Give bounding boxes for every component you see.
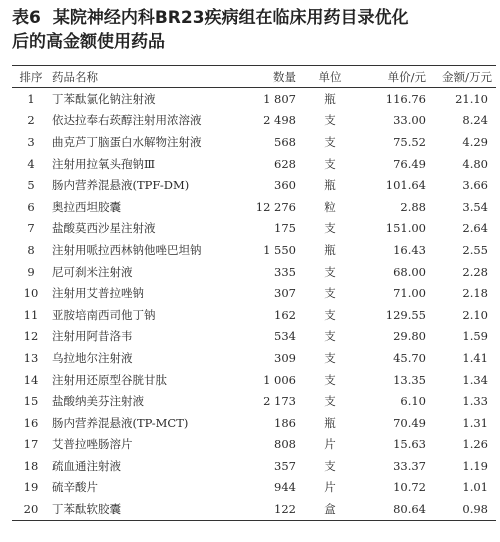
cell-rank: 9 xyxy=(27,264,35,279)
cell-drug-name: 尼可刹米注射液 xyxy=(52,264,133,279)
cell-amount: 2.55 xyxy=(462,242,488,257)
cell-rank: 12 xyxy=(23,329,39,344)
header-name: 药品名称 xyxy=(52,69,98,84)
table-row xyxy=(12,477,496,499)
cell-amount: 1.19 xyxy=(462,458,488,473)
cell-amount: 1.34 xyxy=(462,372,488,387)
cell-quantity: 1 807 xyxy=(263,91,296,106)
cell-price: 45.70 xyxy=(393,350,426,365)
cell-quantity: 175 xyxy=(274,221,296,236)
cell-rank: 20 xyxy=(23,502,39,517)
cell-price: 33.00 xyxy=(393,113,426,128)
cell-rank: 13 xyxy=(23,350,39,365)
cell-rank: 7 xyxy=(27,221,35,236)
cell-rank: 15 xyxy=(23,394,39,409)
cell-drug-name: 肠内营养混悬液(TP-MCT) xyxy=(52,415,189,430)
table-number: 表6 xyxy=(12,8,41,28)
cell-drug-name: 依达拉奉右莰醇注射用浓溶液 xyxy=(52,113,202,128)
cell-unit: 片 xyxy=(324,480,336,495)
cell-rank: 18 xyxy=(23,458,39,473)
cell-drug-name: 曲克芦丁脑蛋白水解物注射液 xyxy=(52,134,202,149)
cell-quantity: 122 xyxy=(274,502,296,517)
cell-drug-name: 艾普拉唑肠溶片 xyxy=(52,437,133,452)
cell-drug-name: 丁苯酞氯化钠注射液 xyxy=(52,91,156,106)
cell-rank: 4 xyxy=(27,156,35,171)
cell-unit: 支 xyxy=(324,458,336,473)
cell-unit: 支 xyxy=(324,134,336,149)
cell-price: 16.43 xyxy=(393,242,426,257)
cell-price: 80.64 xyxy=(393,502,426,517)
cell-amount: 2.18 xyxy=(462,286,488,301)
cell-quantity: 360 xyxy=(274,178,296,193)
cell-price: 68.00 xyxy=(393,264,426,279)
table-row xyxy=(12,369,496,391)
cell-unit: 支 xyxy=(324,113,336,128)
caption-title-line2: 后的高金额使用药品 xyxy=(12,32,165,52)
cell-quantity: 186 xyxy=(274,415,296,430)
cell-price: 71.00 xyxy=(393,286,426,301)
cell-amount: 1.31 xyxy=(462,415,488,430)
cell-drug-name: 注射用拉氧头孢钠Ⅲ xyxy=(52,156,156,171)
table-row xyxy=(12,153,496,175)
header-amount: 金额/万元 xyxy=(442,69,492,84)
cell-unit: 支 xyxy=(324,286,336,301)
cell-amount: 8.24 xyxy=(462,113,488,128)
cell-quantity: 534 xyxy=(274,329,296,344)
drug-table xyxy=(12,65,496,521)
cell-rank: 10 xyxy=(23,286,39,301)
cell-unit: 粒 xyxy=(324,199,336,214)
cell-amount: 3.66 xyxy=(462,178,488,193)
cell-drug-name: 亚胺培南西司他丁钠 xyxy=(52,307,156,322)
cell-rank: 3 xyxy=(27,134,35,149)
cell-rank: 11 xyxy=(23,307,39,322)
table-header xyxy=(12,66,496,88)
table-row xyxy=(12,196,496,218)
cell-rank: 19 xyxy=(23,480,39,495)
cell-rank: 17 xyxy=(23,437,39,452)
cell-amount: 3.54 xyxy=(462,199,488,214)
cell-rank: 6 xyxy=(27,199,35,214)
table-row xyxy=(12,304,496,326)
cell-amount: 0.98 xyxy=(462,502,488,517)
cell-amount: 2.10 xyxy=(462,307,488,322)
cell-price: 2.88 xyxy=(400,199,426,214)
cell-price: 151.00 xyxy=(385,221,426,236)
header-quantity: 数量 xyxy=(273,69,296,84)
caption-title-line1: 某院神经内科BR23疾病组在临床用药目录优化 xyxy=(52,8,409,28)
cell-quantity: 808 xyxy=(274,437,296,452)
cell-drug-name: 乌拉地尔注射液 xyxy=(52,350,133,365)
cell-unit: 支 xyxy=(324,221,336,236)
table-row xyxy=(12,131,496,153)
cell-drug-name: 注射用阿昔洛韦 xyxy=(52,329,133,344)
cell-drug-name: 注射用还原型谷胱甘肽 xyxy=(52,372,167,387)
table-body xyxy=(12,88,496,521)
table-row xyxy=(12,347,496,369)
cell-price: 13.35 xyxy=(393,372,426,387)
cell-amount: 1.41 xyxy=(462,350,488,365)
table-row xyxy=(12,390,496,412)
cell-unit: 支 xyxy=(324,394,336,409)
header-price: 单价/元 xyxy=(387,69,426,84)
cell-amount: 1.33 xyxy=(462,394,488,409)
cell-price: 33.37 xyxy=(393,458,426,473)
cell-quantity: 944 xyxy=(274,480,296,495)
cell-rank: 8 xyxy=(27,242,35,257)
table-row xyxy=(12,261,496,283)
cell-quantity: 162 xyxy=(274,307,296,322)
cell-quantity: 1 550 xyxy=(263,242,296,257)
cell-unit: 支 xyxy=(324,350,336,365)
header-rank: 排序 xyxy=(19,69,43,84)
cell-drug-name: 注射用艾普拉唑钠 xyxy=(52,286,144,301)
cell-rank: 14 xyxy=(23,372,39,387)
table-row xyxy=(12,239,496,261)
table-row xyxy=(12,174,496,196)
cell-rank: 16 xyxy=(23,415,39,430)
cell-quantity: 568 xyxy=(274,134,296,149)
cell-price: 75.52 xyxy=(393,134,426,149)
cell-unit: 瓶 xyxy=(324,242,336,257)
cell-price: 15.63 xyxy=(393,437,426,452)
cell-price: 129.55 xyxy=(385,307,426,322)
cell-quantity: 2 498 xyxy=(263,113,296,128)
cell-unit: 支 xyxy=(324,372,336,387)
table-row xyxy=(12,282,496,304)
cell-unit: 瓶 xyxy=(324,91,336,106)
cell-rank: 2 xyxy=(27,113,35,128)
cell-unit: 瓶 xyxy=(324,415,336,430)
cell-quantity: 628 xyxy=(274,156,296,171)
header-row xyxy=(12,66,496,88)
cell-price: 116.76 xyxy=(385,91,426,106)
cell-drug-name: 疏血通注射液 xyxy=(52,458,121,473)
cell-price: 6.10 xyxy=(400,394,426,409)
cell-drug-name: 肠内营养混悬液(TPF-DM) xyxy=(52,178,190,193)
cell-rank: 1 xyxy=(27,91,35,106)
cell-amount: 2.28 xyxy=(462,264,488,279)
table-row xyxy=(12,498,496,520)
cell-unit: 支 xyxy=(324,156,336,171)
cell-drug-name: 丁苯酞软胶囊 xyxy=(52,502,121,517)
cell-drug-name: 盐酸纳美芬注射液 xyxy=(52,394,144,409)
table-caption xyxy=(12,6,490,54)
cell-quantity: 1 006 xyxy=(263,372,296,387)
cell-quantity: 12 276 xyxy=(255,199,296,214)
cell-quantity: 307 xyxy=(274,286,296,301)
cell-unit: 盒 xyxy=(324,502,336,517)
cell-amount: 4.80 xyxy=(462,156,488,171)
cell-amount: 1.26 xyxy=(462,437,488,452)
cell-amount: 2.64 xyxy=(462,221,488,236)
cell-quantity: 309 xyxy=(274,350,296,365)
cell-rank: 5 xyxy=(27,178,35,193)
cell-price: 70.49 xyxy=(393,415,426,430)
cell-drug-name: 注射用哌拉西林钠他唑巴坦钠 xyxy=(52,242,202,257)
table-row xyxy=(12,110,496,132)
cell-amount: 21.10 xyxy=(455,91,488,106)
table-row xyxy=(12,455,496,477)
table-row xyxy=(12,434,496,456)
table-row xyxy=(12,218,496,240)
cell-amount: 1.59 xyxy=(462,329,488,344)
cell-price: 29.80 xyxy=(393,329,426,344)
table-row xyxy=(12,88,496,110)
cell-drug-name: 硫辛酸片 xyxy=(52,480,98,495)
cell-unit: 支 xyxy=(324,264,336,279)
cell-quantity: 357 xyxy=(274,458,296,473)
cell-amount: 4.29 xyxy=(462,134,488,149)
cell-price: 76.49 xyxy=(393,156,426,171)
cell-unit: 瓶 xyxy=(324,178,336,193)
cell-unit: 支 xyxy=(324,329,336,344)
cell-drug-name: 盐酸莫西沙星注射液 xyxy=(52,221,156,236)
table-row xyxy=(12,412,496,434)
header-unit: 单位 xyxy=(318,69,342,84)
cell-quantity: 2 173 xyxy=(263,394,296,409)
table-row xyxy=(12,326,496,348)
cell-unit: 支 xyxy=(324,307,336,322)
cell-price: 10.72 xyxy=(393,480,426,495)
cell-amount: 1.01 xyxy=(462,480,488,495)
cell-price: 101.64 xyxy=(385,178,426,193)
cell-drug-name: 奥拉西坦胶囊 xyxy=(52,199,121,214)
cell-quantity: 335 xyxy=(274,264,296,279)
cell-unit: 片 xyxy=(324,437,336,452)
